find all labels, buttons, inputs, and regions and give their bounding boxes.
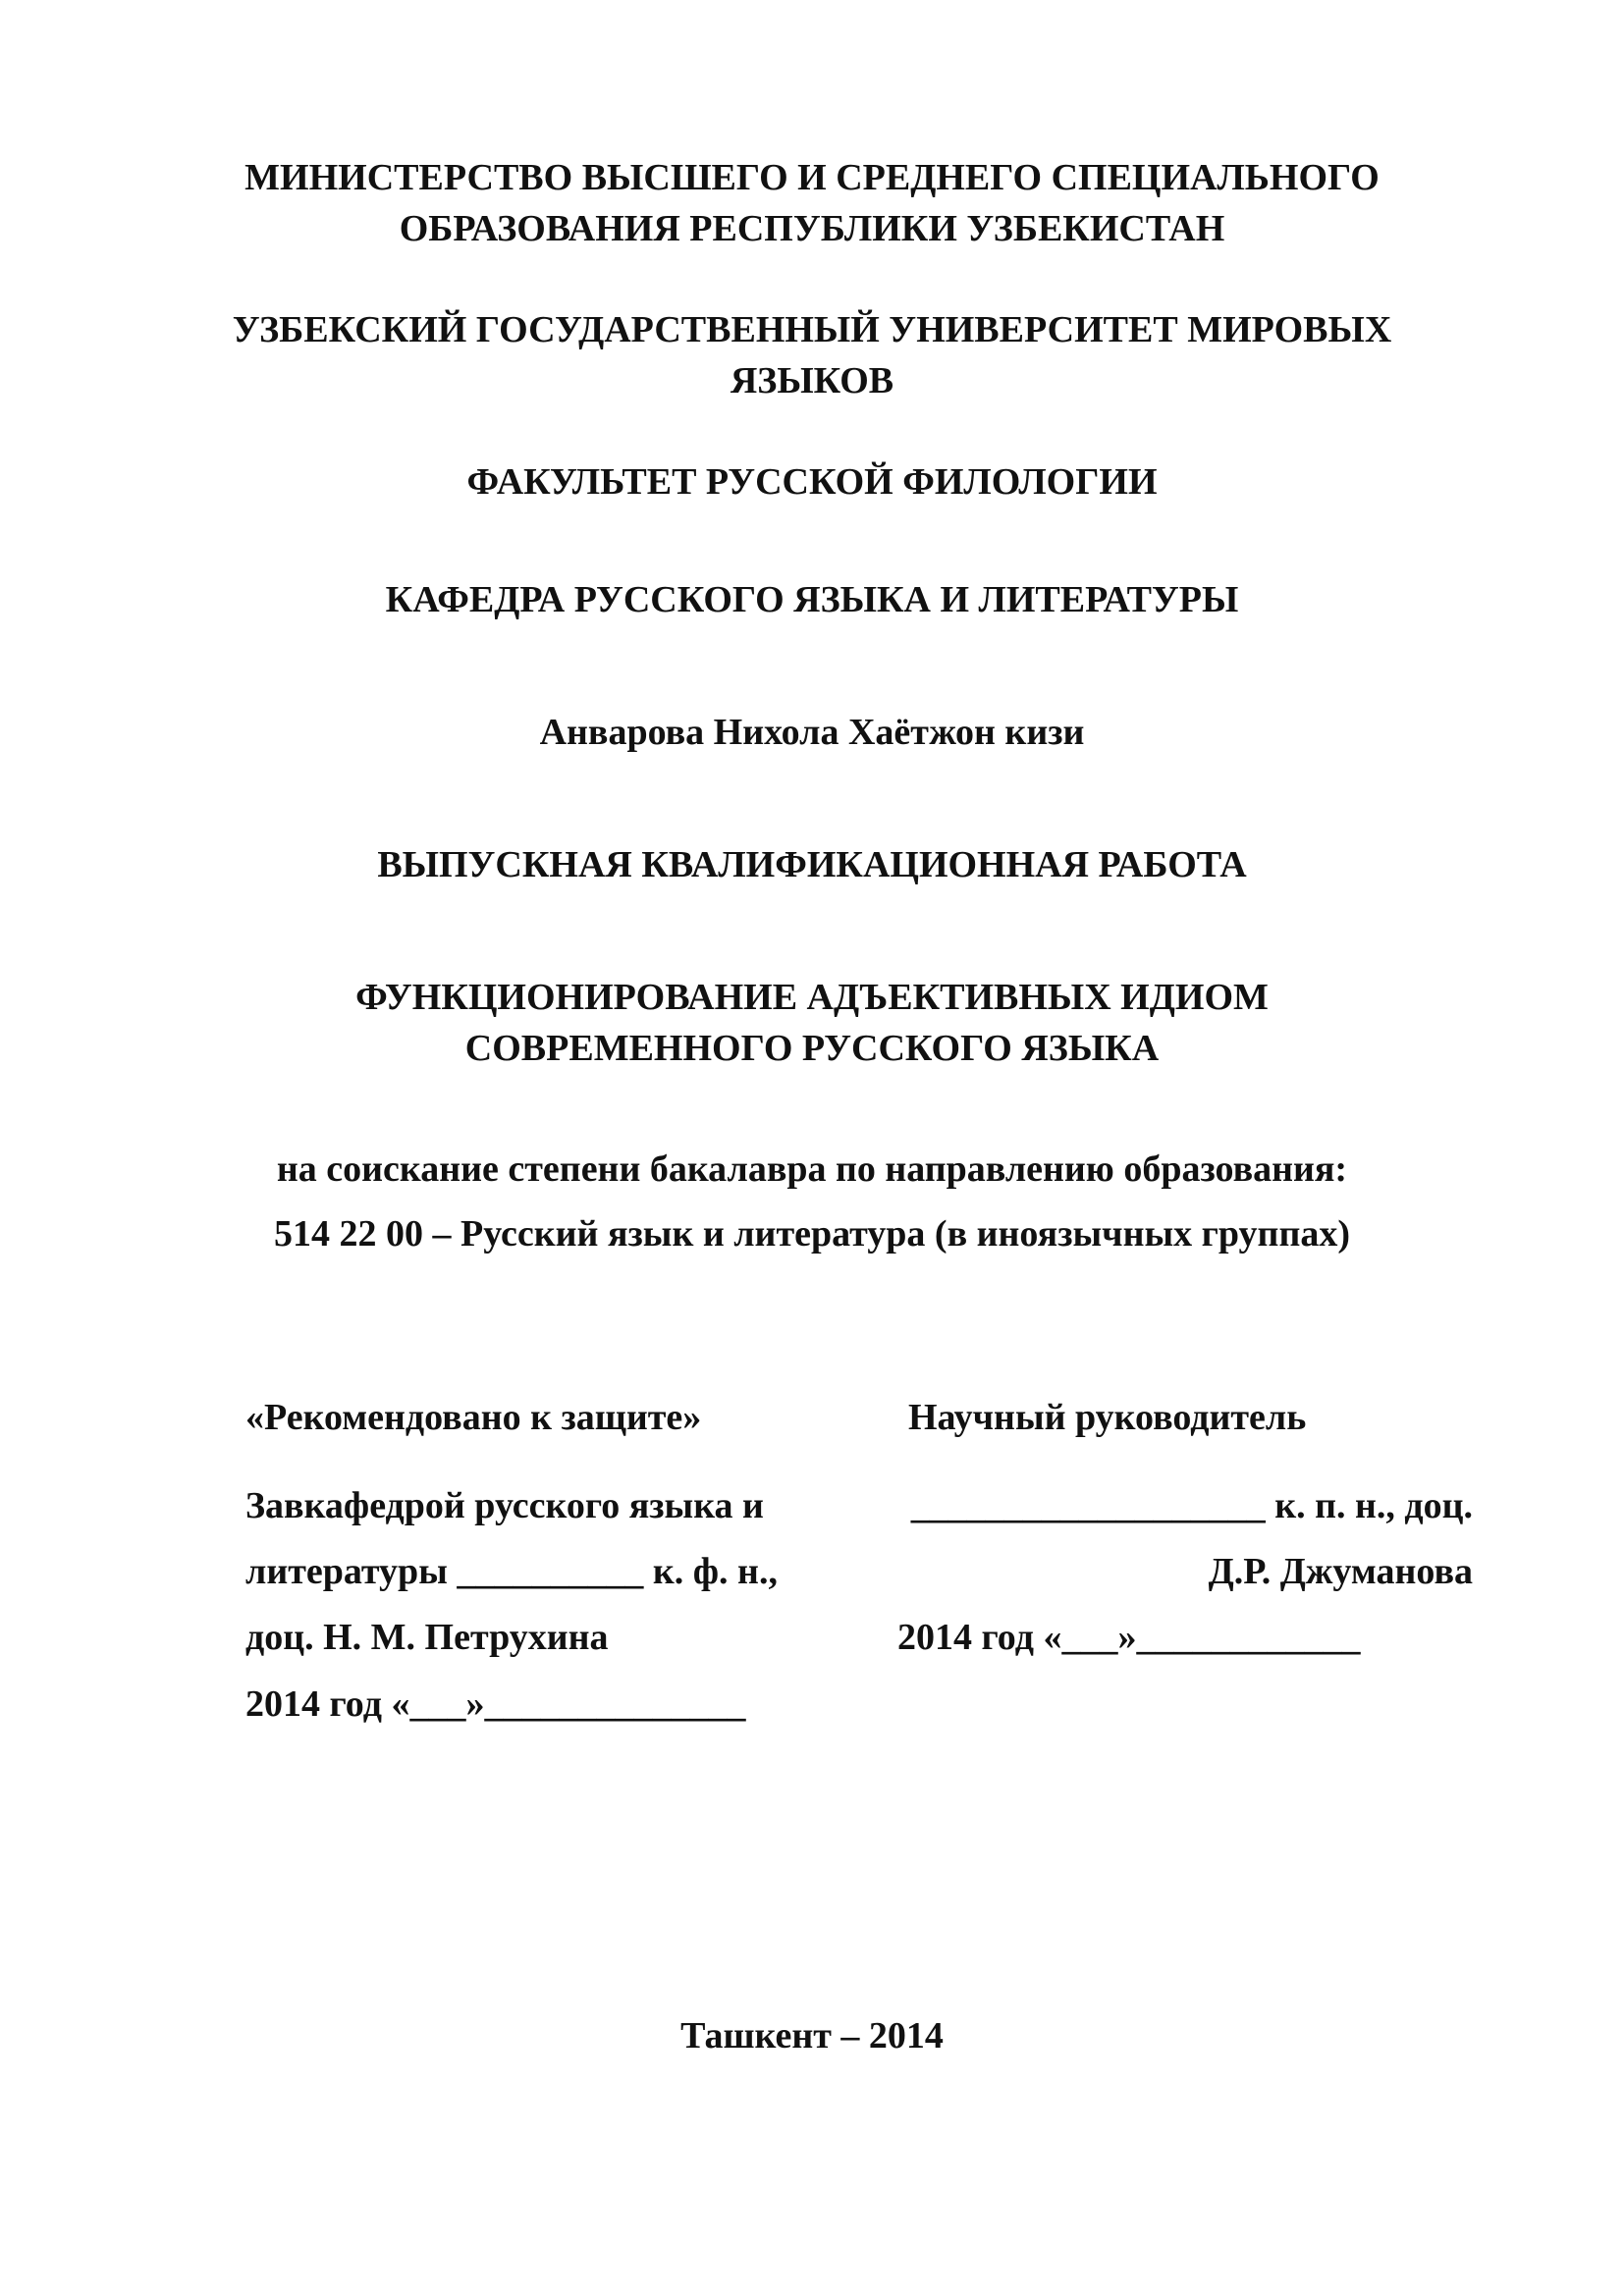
- university-line-2: ЯЗЫКОВ: [730, 360, 894, 401]
- supervisor-name: Д.Р. Джуманова: [1208, 1551, 1473, 1592]
- supervisor-date-line: 2014 год «___»____________: [897, 1617, 1361, 1658]
- work-type: ВЫПУСКНАЯ КВАЛИФИКАЦИОННАЯ РАБОТА: [377, 844, 1247, 885]
- degree-line-1: на соискание степени бакалавра по направлению образования:: [276, 1148, 1348, 1190]
- department-name: КАФЕДРА РУССКОГО ЯЗЫКА И ЛИТЕРАТУРЫ: [385, 579, 1239, 620]
- university-line-1: УЗБЕКСКИЙ ГОСУДАРСТВЕННЫЙ УНИВЕРСИТЕТ МИРОВЫХ: [232, 309, 1392, 350]
- supervisor-heading: Научный руководитель: [908, 1397, 1307, 1438]
- recommendation-line-3: доц. Н. М. Петрухина: [245, 1617, 609, 1658]
- recommendation-line-2: литературы __________ к. ф. н.,: [245, 1551, 778, 1592]
- ministry-line-1: МИНИСТЕРСТВО ВЫСШЕГО И СРЕДНЕГО СПЕЦИАЛЬНОГО: [244, 157, 1380, 198]
- thesis-title-line-2: СОВРЕМЕННОГО РУССКОГО ЯЗЫКА: [464, 1028, 1160, 1069]
- place-and-year: Ташкент – 2014: [680, 2015, 944, 2056]
- degree-line-2: 514 22 00 – Русский язык и литература (в иноязычных группах): [273, 1213, 1350, 1255]
- thesis-title-line-1: ФУНКЦИОНИРОВАНИЕ АДЪЕКТИВНЫХ ИДИОМ: [355, 977, 1269, 1018]
- recommendation-heading: «Рекомендовано к защите»: [245, 1397, 702, 1438]
- recommendation-line-4: 2014 год «___»______________: [245, 1683, 746, 1725]
- author-name: Анварова Нихола Хаётжон кизи: [539, 712, 1085, 753]
- recommendation-line-1: Завкафедрой русского языка и: [245, 1485, 764, 1526]
- ministry-line-2: ОБРАЗОВАНИЯ РЕСПУБЛИКИ УЗБЕКИСТАН: [399, 208, 1225, 249]
- supervisor-line-1: ___________________ к. п. н., доц.: [910, 1485, 1473, 1526]
- faculty-name: ФАКУЛЬТЕТ РУССКОЙ ФИЛОЛОГИИ: [466, 461, 1158, 503]
